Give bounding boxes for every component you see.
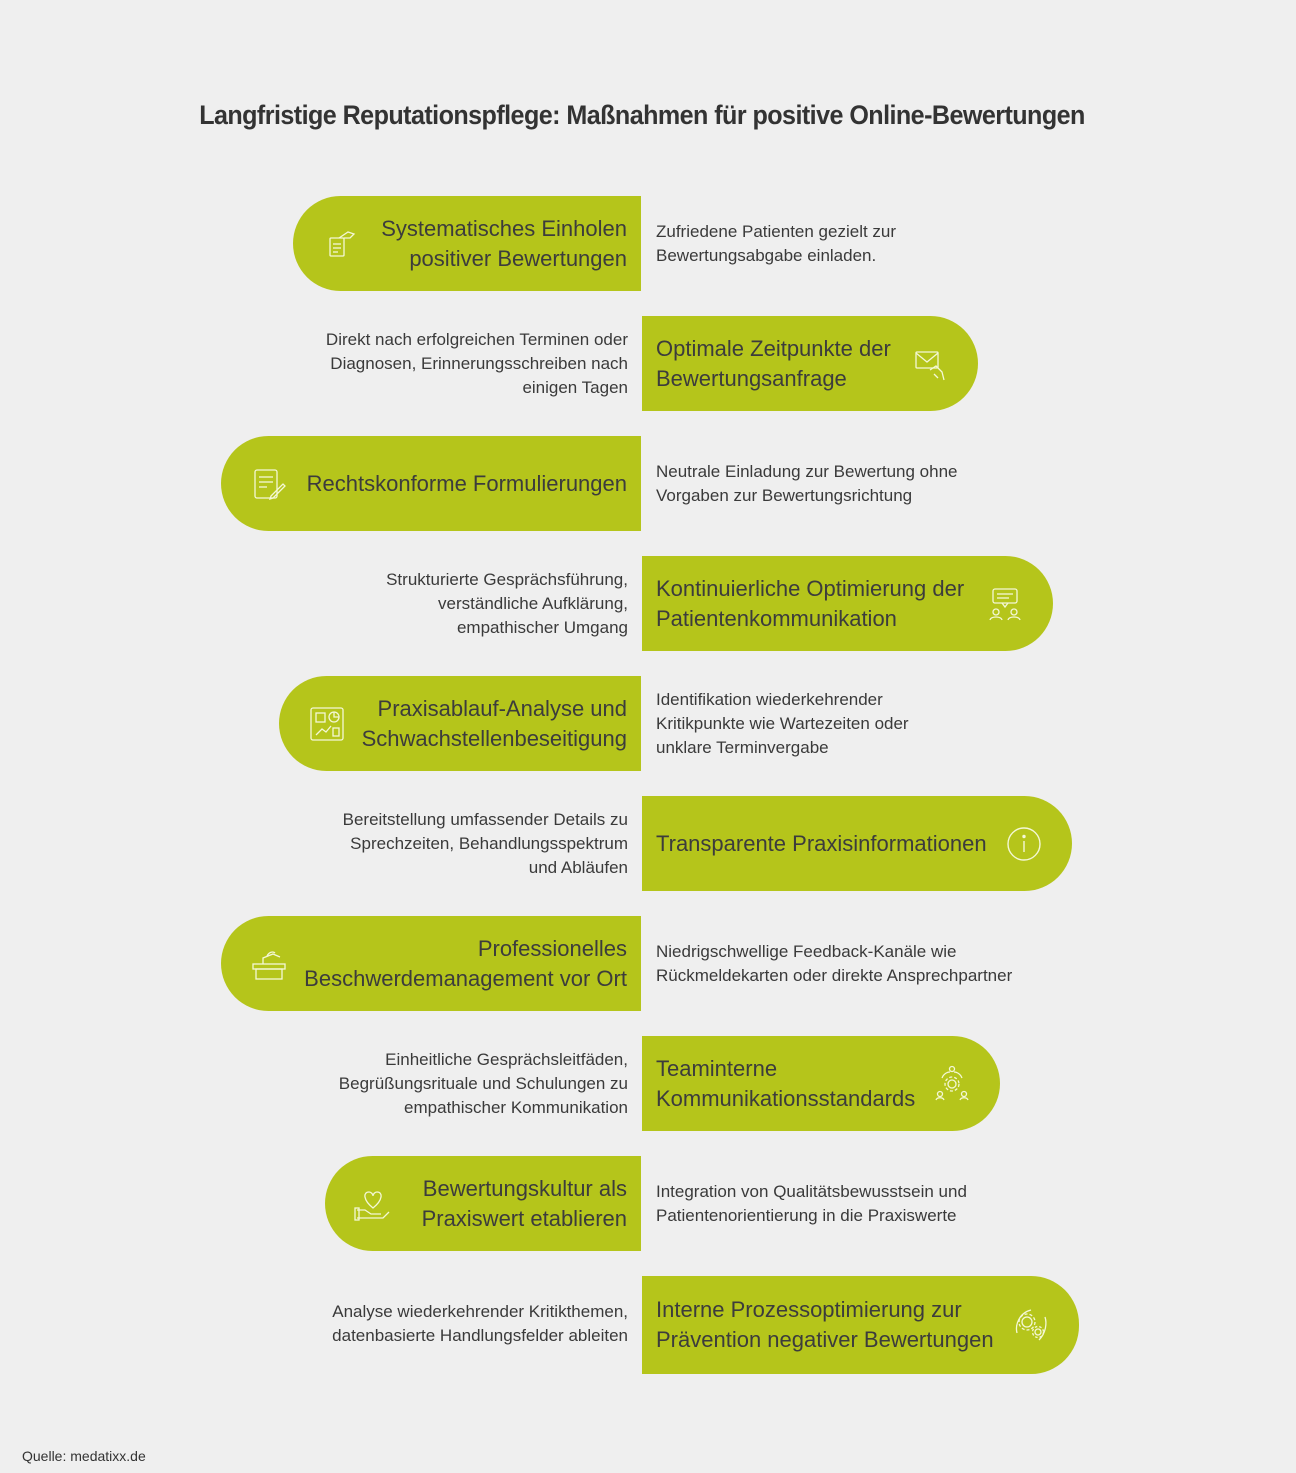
description-line: Niedrigschwellige Feedback-Kanäle wie <box>656 942 957 961</box>
description-line: Zufriedene Patienten gezielt zur <box>656 222 897 241</box>
description-line: Integration von Qualitätsbewusstsein und <box>656 1182 967 1201</box>
step-pill-3 <box>221 436 641 531</box>
description-line: verständliche Aufklärung, <box>438 594 628 613</box>
step-label-line: positiver Bewertungen <box>409 245 627 271</box>
description-line: Sprechzeiten, Behandlungsspektrum <box>350 834 628 853</box>
step-label-line: Bewertungskultur als <box>422 1175 627 1201</box>
description-line: empathischer Umgang <box>456 618 628 637</box>
description-line: Einheitliche Gesprächsleitfäden, <box>385 1050 628 1069</box>
step-description-2 <box>268 328 628 400</box>
step-description-9 <box>656 1180 1056 1228</box>
description-line: Vorgaben zur Bewertungsrichtung <box>656 486 913 505</box>
step-label-line: Professionelles <box>477 935 627 961</box>
step-label-line: Teaminterne <box>656 1055 778 1081</box>
step-pill-9 <box>325 1156 641 1251</box>
dashboard-analysis-icon <box>307 704 347 744</box>
description-line: Bewertungsabgabe einladen. <box>656 246 877 265</box>
step-pill-4 <box>642 556 1053 651</box>
description-line: Diagnosen, Erinnerungsschreiben nach <box>330 354 628 373</box>
description-line: Patientenorientierung in die Praxiswerte <box>656 1206 957 1225</box>
step-description-4 <box>268 568 628 640</box>
step-label-line: Interne Prozessoptimierung zur <box>656 1297 962 1322</box>
step-pill-2 <box>642 316 978 411</box>
description-line: Identifikation wiederkehrender <box>656 690 883 709</box>
description-line: Begrüßungsrituale und Schulungen zu <box>338 1074 628 1093</box>
step-label-line: Praxiswert etablieren <box>421 1205 627 1231</box>
description-line: datenbasierte Handlungsfelder ableiten <box>332 1326 628 1345</box>
step-label-line: Optimale Zeitpunkte der <box>656 335 891 361</box>
step-label-line: Kontinuierliche Optimierung der <box>656 575 965 601</box>
step-description-5 <box>656 688 1056 760</box>
step-label-line: Kommunikationsstandards <box>656 1085 916 1111</box>
step-label-line: Beschwerdemanagement vor Ort <box>304 965 627 991</box>
step-label-line: Rechtskonforme Formulierungen <box>306 470 627 496</box>
document-pen-icon <box>249 464 289 504</box>
team-gear-icon <box>932 1064 972 1104</box>
step-pill-1 <box>293 196 641 291</box>
step-description-7 <box>656 940 1056 988</box>
description-line: Rückmeldekarten oder direkte Ansprechpartner <box>656 966 1013 985</box>
description-line: Neutrale Einladung zur Bewertung ohne <box>656 462 958 481</box>
description-line: und Abläufen <box>528 858 628 877</box>
step-pill-6 <box>642 796 1072 891</box>
step-label-line: Patientenkommunikation <box>656 605 897 631</box>
description-line: Bereitstellung umfassender Details zu <box>342 810 628 829</box>
envelope-hand-icon <box>910 344 950 384</box>
step-label-line: Systematisches Einholen <box>381 215 627 241</box>
conversation-icon <box>985 584 1025 624</box>
description-line: empathischer Kommunikation <box>404 1098 628 1117</box>
step-label-line: Schwachstellenbeseitigung <box>361 725 627 751</box>
step-pill-7 <box>221 916 641 1011</box>
description-line: Strukturierte Gesprächsführung, <box>386 570 628 589</box>
step-description-8 <box>268 1048 628 1120</box>
step-description-1 <box>656 220 1056 268</box>
info-icon <box>1004 824 1044 864</box>
description-line: Direkt nach erfolgreichen Terminen oder <box>325 330 628 349</box>
step-pill-5 <box>279 676 641 771</box>
description-line: Analyse wiederkehrender Kritikthemen, <box>332 1302 628 1321</box>
step-description-10 <box>268 1300 628 1348</box>
step-pill-8 <box>642 1036 1000 1131</box>
step-label-line: Praxisablauf-Analyse und <box>377 695 627 721</box>
step-label-line: Prävention negativer Bewertungen <box>656 1327 994 1352</box>
description-line: unklare Terminvergabe <box>656 738 829 757</box>
step-description-3 <box>656 460 1056 508</box>
source-note: Quelle: medatixx.de <box>22 1448 146 1464</box>
heart-hands-icon <box>353 1184 393 1224</box>
description-line: einigen Tagen <box>522 378 628 397</box>
step-label-line: Transparente Praxisinformationen <box>656 830 987 856</box>
step-label-line: Bewertungsanfrage <box>656 365 847 391</box>
feedback-box-icon <box>249 944 289 984</box>
page-title: Langfristige Reputationspflege: Maßnahmen für positive Online-Bewertungen <box>199 100 1085 130</box>
step-description-6 <box>268 808 628 880</box>
hand-document-icon <box>321 224 361 264</box>
description-line: Kritikpunkte wie Wartezeiten oder <box>656 714 909 733</box>
step-pill-10 <box>642 1276 1079 1374</box>
gears-cycle-icon <box>1011 1305 1051 1345</box>
